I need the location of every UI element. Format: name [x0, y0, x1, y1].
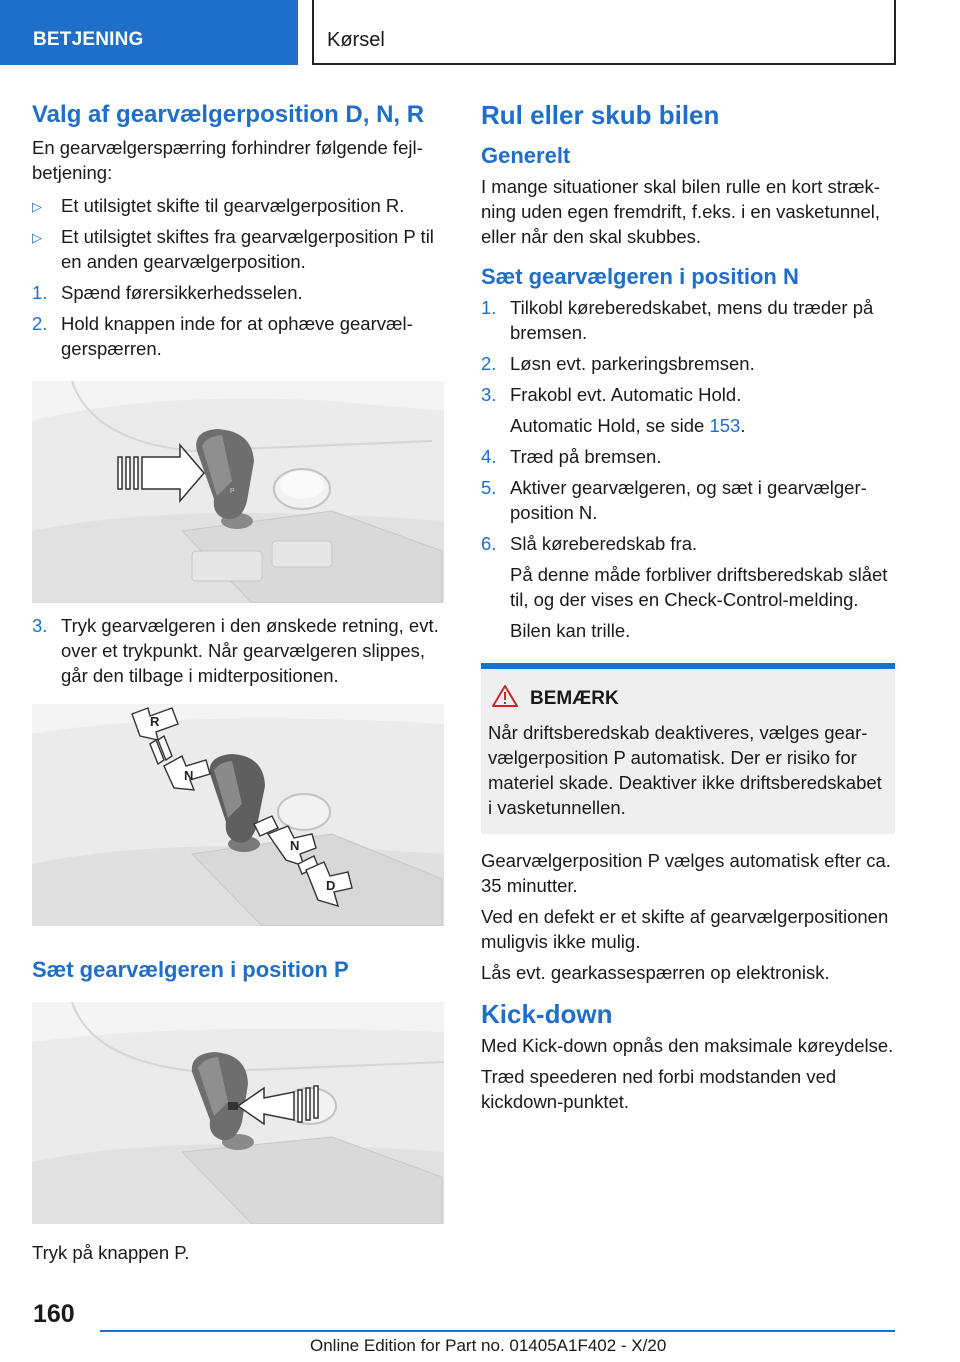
triangle-bullet-icon: ▷ — [32, 230, 42, 245]
heading-roll-or-push: Rul eller skub bilen — [481, 100, 720, 130]
step-number: 1. — [32, 282, 48, 303]
left-column — [32, 100, 444, 1265]
list-item-text: Et utilsigtet skiftes fra gearvælgerposition P til en anden gearvælgerposition. — [61, 226, 434, 272]
caution-note-text: Når driftsberedskab deaktiveres, vælges gearvælgerposition P automatisk. Der er risiko for materiel skade. Deaktiver ikke driftsberedskabet i vasketunnellen. — [488, 722, 882, 818]
paragraph-unlock: Lås evt. gearkassespærren op elektronisk. — [481, 962, 830, 983]
paragraph-intro: En gearvælgerspærring forhindrer følgende fejlbetjening: — [32, 137, 423, 183]
gear-label-r: R — [150, 714, 160, 729]
header-section-label: BETJENING — [33, 29, 144, 50]
step-number: 1. — [481, 297, 497, 318]
caution-note-title: BEMÆRK — [530, 687, 619, 709]
heading-kick-down: Kick-down — [481, 999, 613, 1029]
step-number: 2. — [32, 313, 48, 334]
step-item — [481, 351, 895, 376]
step-item — [481, 295, 895, 345]
step-number: 6. — [481, 533, 497, 554]
triangle-bullet-icon: ▷ — [32, 199, 42, 214]
right-column — [481, 100, 895, 1114]
step-number: 2. — [481, 353, 497, 374]
heading-general: Generelt — [481, 143, 571, 168]
heading-gear-selection-dnr: Valg af gearvælgerposition D, N, R — [32, 101, 425, 128]
paragraph-kick-down-performance: Med Kick-down opnås den maksimale køreydelse. — [481, 1035, 894, 1056]
step-text: Frakobl evt. Automatic Hold. — [510, 384, 742, 405]
paragraph-general: I mange situationer skal bilen rulle en kort strækning uden egen fremdrift, f.eks. i en vasketunnel, eller når den skal skubbes. — [481, 176, 881, 247]
paragraph-auto-p: Gearvælgerposition P vælges automatisk efter ca. 35 minutter. — [481, 850, 891, 896]
header-chapter-box — [312, 0, 896, 65]
heading-set-position-n: Sæt gearvælgeren i position N — [481, 264, 799, 289]
step-number: 5. — [481, 477, 497, 498]
list-item — [32, 224, 444, 274]
step-sub-text: På denne måde forbliver driftsberedskab slået til, og der vises en Check-Control-melding. — [510, 564, 888, 610]
step-sub-text — [481, 413, 895, 438]
header-chapter-label: Kørsel — [327, 29, 385, 51]
gear-selector-unlock-illustration — [32, 381, 444, 603]
step-item — [481, 475, 895, 525]
step-item — [32, 613, 444, 688]
gear-selector-p-button-illustration — [32, 1002, 444, 1224]
page-number: 160 — [33, 1300, 75, 1328]
step-text: Løsn evt. parkeringsbremsen. — [510, 353, 755, 374]
step-text: Hold knappen inde for at ophæve gearvælgerspærren. — [61, 313, 413, 359]
caution-note-box — [481, 663, 895, 834]
svg-text:P: P — [230, 488, 235, 495]
gear-positions-illustration — [32, 704, 444, 926]
gear-label-d: D — [326, 878, 336, 893]
caution-note-header — [488, 685, 888, 712]
step-text: Spænd førersikkerhedsselen. — [61, 282, 303, 303]
step-sub-prefix: Automatic Hold, se side — [510, 415, 710, 436]
step-number: 3. — [481, 384, 497, 405]
step-number: 4. — [481, 446, 497, 467]
step-item — [32, 311, 444, 361]
footer-divider — [100, 1330, 895, 1332]
list-item-text: Et utilsigtet skifte til gearvælgerposition R. — [61, 195, 405, 216]
step-text: Slå køreberedskab fra. — [510, 533, 698, 554]
gear-label-n-upper: N — [184, 768, 194, 783]
caption-press-p: Tryk på knappen P. — [32, 1242, 190, 1263]
paragraph-kick-down-pedal: Træd speederen ned forbi modstanden ved kickdown-punktet. — [481, 1066, 837, 1112]
list-item — [32, 193, 444, 218]
footer-edition-text: Online Edition for Part no. 01405A1F402 - X/20 — [310, 1336, 667, 1355]
step-item — [481, 531, 895, 556]
step-item — [481, 382, 895, 407]
paragraph-defect: Ved en defekt er et skifte af gearvælgerpositionen muligvis ikke mulig. — [481, 906, 889, 952]
step-item — [32, 280, 444, 305]
step-item — [481, 444, 895, 469]
header-section-tab — [0, 0, 298, 65]
heading-set-position-p: Sæt gearvælgeren i position P — [32, 957, 349, 982]
step-text: Tilkobl køreberedskabet, mens du træder på bremsen. — [510, 297, 874, 343]
step-text: Aktiver gearvælgeren, og sæt i gearvælgerposition N. — [510, 477, 867, 523]
step-sub-suffix: . — [740, 415, 746, 436]
page-reference-link[interactable]: 153 — [709, 415, 741, 436]
step-text: Tryk gearvælgeren i den ønskede retning, evt. over et trykpunkt. Når gearvælgeren slippes, går den tilbage i midterpositionen. — [61, 615, 439, 686]
step-number: 3. — [32, 615, 48, 636]
step-sub-text: Bilen kan trille. — [510, 620, 631, 641]
warning-triangle-icon — [492, 685, 518, 712]
step-text: Træd på bremsen. — [510, 446, 662, 467]
gear-label-n-lower: N — [290, 838, 300, 853]
